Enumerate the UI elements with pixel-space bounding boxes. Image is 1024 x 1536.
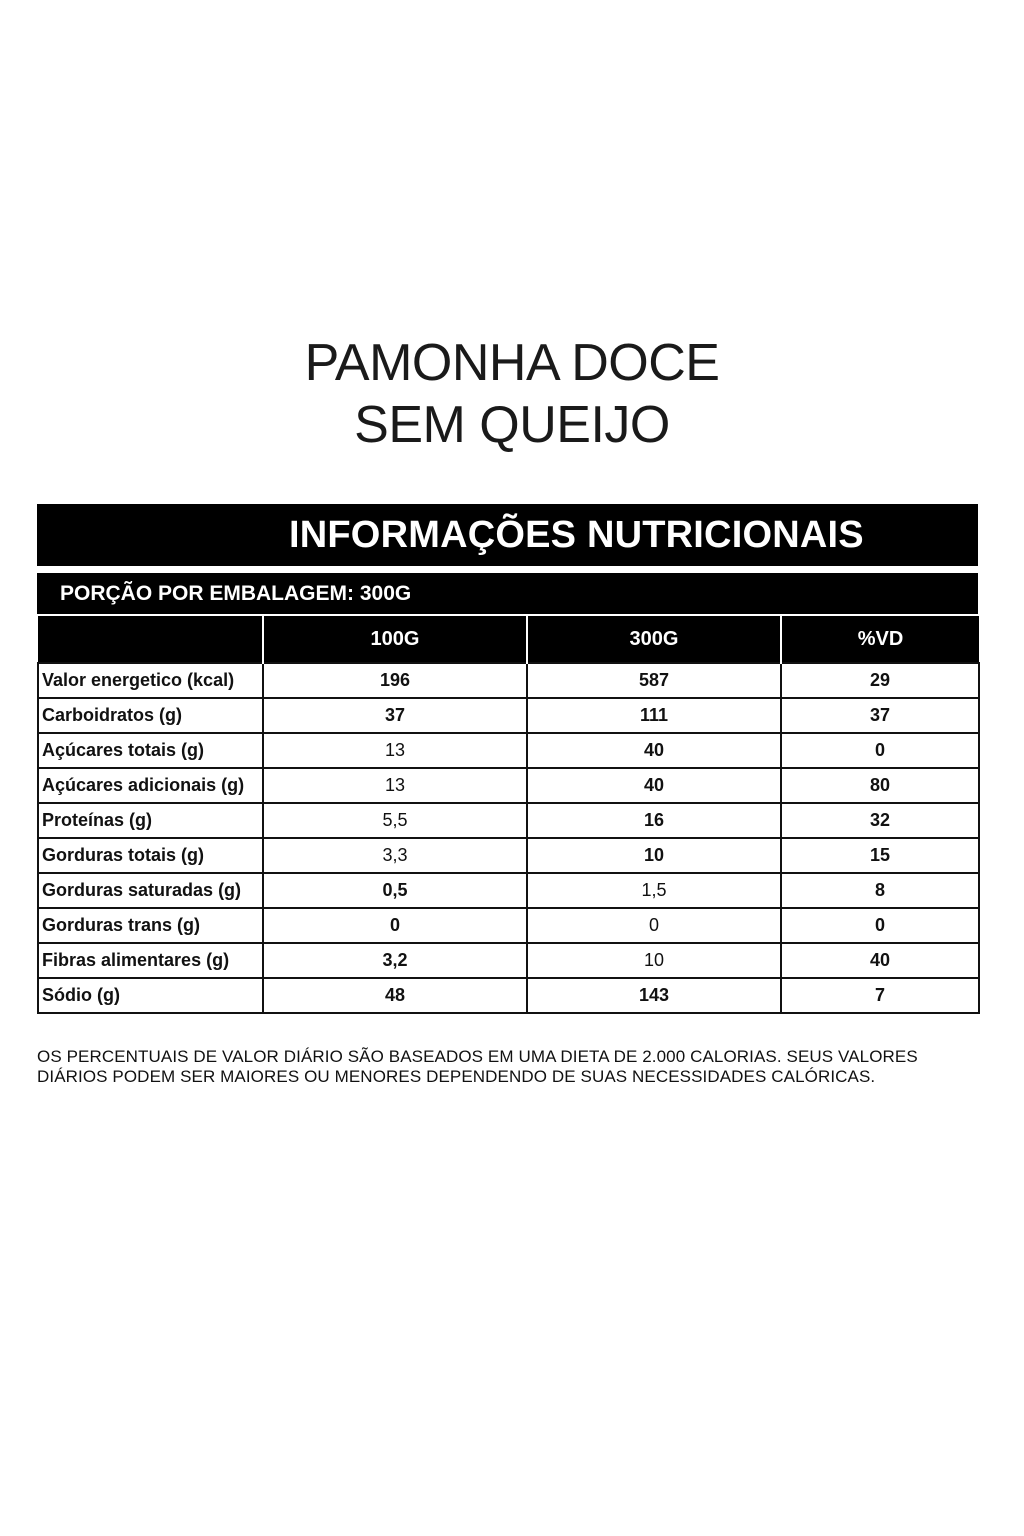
nutrient-label: Açúcares adicionais (g) (38, 768, 263, 803)
value-300g: 0 (527, 908, 781, 943)
nutrient-label: Fibras alimentares (g) (38, 943, 263, 978)
value-100g: 3,3 (263, 838, 527, 873)
nutrient-label: Carboidratos (g) (38, 698, 263, 733)
value-vd: 40 (781, 943, 979, 978)
value-300g: 1,5 (527, 873, 781, 908)
nutrient-label: Gorduras saturadas (g) (38, 873, 263, 908)
value-100g: 13 (263, 733, 527, 768)
nutrient-label: Proteínas (g) (38, 803, 263, 838)
value-100g: 37 (263, 698, 527, 733)
column-header-vd: %VD (781, 616, 979, 663)
table-row (38, 803, 979, 838)
table-row (38, 873, 979, 908)
table-row (38, 838, 979, 873)
table-row (38, 663, 979, 698)
value-vd: 0 (781, 908, 979, 943)
value-100g: 3,2 (263, 943, 527, 978)
value-vd: 37 (781, 698, 979, 733)
product-title-line2: SEM QUEIJO (354, 396, 670, 454)
table-body (38, 663, 979, 1013)
nutrition-header-title: INFORMAÇÕES NUTRICIONAIS (289, 514, 864, 556)
value-300g: 40 (527, 768, 781, 803)
portion-label: PORÇÃO POR EMBALAGEM: 300G (60, 582, 412, 605)
nutrient-label: Gorduras totais (g) (38, 838, 263, 873)
table-header-row (38, 616, 979, 663)
value-100g: 5,5 (263, 803, 527, 838)
value-300g: 587 (527, 663, 781, 698)
table-row (38, 943, 979, 978)
value-vd: 0 (781, 733, 979, 768)
value-300g: 10 (527, 943, 781, 978)
table-row (38, 978, 979, 1013)
nutrient-label: Gorduras trans (g) (38, 908, 263, 943)
value-vd: 80 (781, 768, 979, 803)
value-vd: 32 (781, 803, 979, 838)
value-vd: 7 (781, 978, 979, 1013)
column-header-300g: 300G (527, 616, 781, 663)
value-300g: 111 (527, 698, 781, 733)
value-300g: 143 (527, 978, 781, 1013)
table-row (38, 733, 979, 768)
value-100g: 48 (263, 978, 527, 1013)
table-row (38, 768, 979, 803)
value-vd: 8 (781, 873, 979, 908)
value-100g: 13 (263, 768, 527, 803)
value-100g: 196 (263, 663, 527, 698)
footnote: OS PERCENTUAIS DE VALOR DIÁRIO SÃO BASEADOS EM UMA DIETA DE 2.000 CALORIAS. SEUS VALORES DIÁRIOS PODEM SER MAIORES OU MENORES DEPENDENDO DE SUAS NECESSIDADES CALÓRICAS. (37, 1047, 918, 1086)
value-vd: 29 (781, 663, 979, 698)
nutrient-label: Valor energetico (kcal) (38, 663, 263, 698)
portion-bar (37, 573, 978, 614)
value-300g: 10 (527, 838, 781, 873)
nutrition-table (37, 616, 980, 1014)
table-row (38, 698, 979, 733)
table-row (38, 908, 979, 943)
value-100g: 0,5 (263, 873, 527, 908)
column-header-100g: 100G (263, 616, 527, 663)
product-title (0, 332, 1024, 456)
value-100g: 0 (263, 908, 527, 943)
product-title-line1: PAMONHA DOCE (304, 334, 720, 392)
nutrient-label: Açúcares totais (g) (38, 733, 263, 768)
value-300g: 16 (527, 803, 781, 838)
column-header-nutrient (38, 616, 263, 663)
value-300g: 40 (527, 733, 781, 768)
nutrient-label: Sódio (g) (38, 978, 263, 1013)
nutrition-header-bar (37, 504, 978, 566)
value-vd: 15 (781, 838, 979, 873)
